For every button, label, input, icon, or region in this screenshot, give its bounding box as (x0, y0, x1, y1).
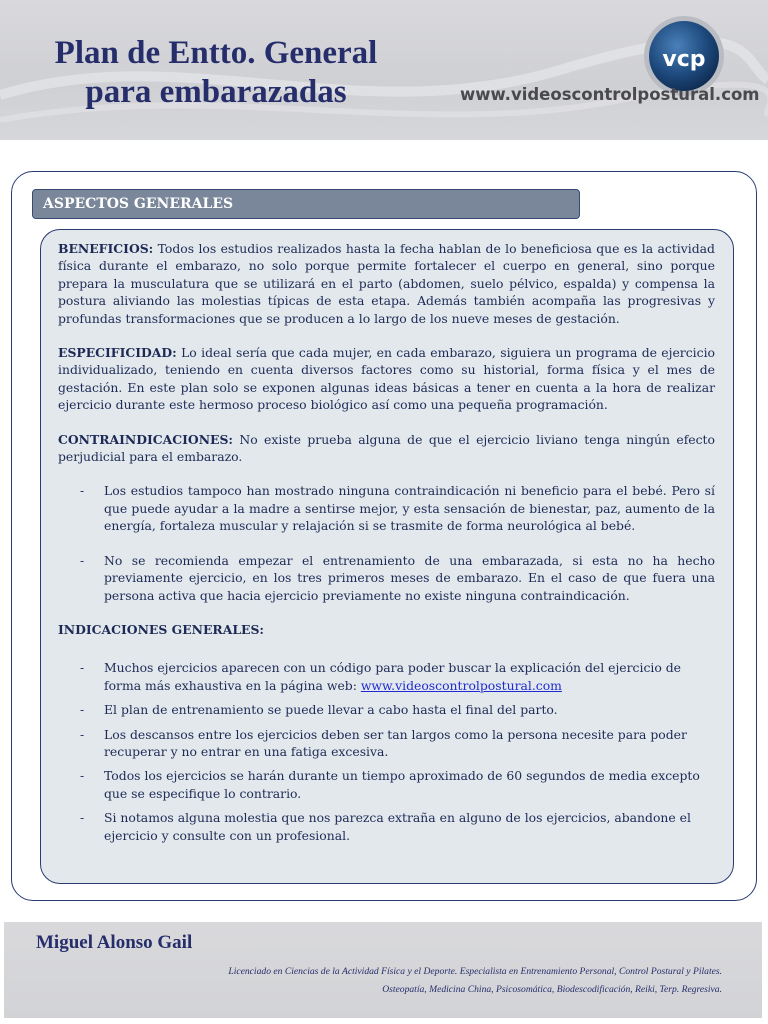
bullet-dash: - (80, 726, 85, 742)
list-item (58, 659, 715, 694)
bullet-dash: - (80, 552, 85, 568)
website-link[interactable]: www.videoscontrolpostural.com (360, 677, 562, 693)
page-title-line1: Plan de Entto. General (54, 35, 378, 71)
list-item-text: Si notamos alguna molestia que nos parezca extraña en alguno de los ejercicios, abandone el ejercicio y consulte con un profesional. (104, 810, 691, 843)
list-item-text: Los descansos entre los ejercicios deben ser tan largos como la persona necesite para poder recuperar y no entrar en una fatiga excesiva. (104, 726, 687, 759)
page-title (36, 34, 396, 112)
list-item-text: El plan de entrenamiento se puede llevar a cabo hasta el final del parto. (104, 702, 558, 718)
logo-text: vcp (662, 47, 706, 72)
author-credentials-line2: Osteopatía, Medicina China, Psicosomática, Biodescodificación, Reiki, Terp. Regresiva. (382, 984, 722, 995)
page-title-line2: para embarazadas (85, 74, 347, 110)
list-item (58, 809, 715, 844)
list-item-text: No se recomienda empezar el entrenamiento de una embarazada, si esta no ha hecho previamente ejercicio, en los tres primeros meses de embarazo. En el caso de que fuera una persona activa que hacia ejercicio previamente no existe ninguna contraindicación. (104, 552, 715, 603)
website-url: www.videoscontrolpostural.com (460, 85, 760, 104)
beneficios-text: Todos los estudios realizados hasta la fecha hablan de lo beneficiosa que es la actividad física durante el embarazo, no solo porque permite fortalecer el cuerpo en general, sino porque prepara la musculatura que se utilizará en el parto (abdomen, suelo pélvico, espalda) y compensa la postura aliviando las molestias típicas de esta etapa. Además también acompaña las progresivas y profundas transformaciones que se producen a lo largo de los nueve meses de gestación. (58, 241, 715, 326)
beneficios-label: BENEFICIOS: (58, 241, 154, 256)
list-item-text: Los estudios tampoco han mostrado ninguna contraindicación ni beneficio para el bebé. Pero sí que puede ayudar a la madre a sentirse mejor, y esta sensación de bienestar, paz, aumento de la energía, fortaleza muscular y relajación si se trasmite de forma neurológica al bebé. (104, 483, 715, 534)
especificidad-text: Lo ideal sería que cada mujer, en cada embarazo, siguiera un programa de ejercicio individualizado, teniendo en cuenta diversos factores como su historial, forma física y el mes de gestación. En este plan solo se exponen algunas ideas básicas a tener en cuenta a la hora de realizar ejercicio durante este hermoso proceso biológico así como una pequeña programación. (58, 345, 715, 413)
beneficios-paragraph (58, 240, 715, 327)
list-item (58, 701, 715, 718)
contraindicaciones-list (58, 482, 715, 603)
list-item-text: Muchos ejercicios aparecen con un código para poder buscar la explicación del ejercicio de forma más exhaustiva en la página web: (104, 660, 682, 693)
bullet-dash: - (80, 810, 85, 826)
especificidad-paragraph (58, 344, 715, 414)
page-header (0, 0, 768, 140)
list-item (58, 482, 715, 534)
content-body (58, 240, 715, 861)
bullet-dash: - (80, 483, 85, 499)
contraindicaciones-label: CONTRAINDICACIONES: (58, 431, 233, 447)
bullet-dash: - (80, 768, 85, 784)
list-item (58, 726, 715, 761)
author-credentials-line1: Licenciado en Ciencias de la Actividad Física y el Deporte. Especialista en Entrenamiento Personal, Control Postural y Pilates. (228, 966, 722, 977)
contraindicaciones-paragraph (58, 431, 715, 466)
indicaciones-heading: INDICACIONES GENERALES: (58, 621, 265, 637)
list-item-text: Todos los ejercicios se harán durante un tiempo aproximado de 60 segundos de media excepto que se especifique lo contrario. (104, 768, 700, 801)
list-item (58, 552, 715, 604)
section-heading: ASPECTOS GENERALES (32, 189, 580, 219)
indicaciones-list (58, 659, 715, 844)
author-name: Miguel Alonso Gail (36, 932, 193, 953)
contraindicaciones-text: No existe prueba alguna de que el ejercicio liviano tenga ningún efecto perjudicial para el embarazo. (58, 431, 715, 465)
bullet-dash: - (80, 660, 85, 676)
bullet-dash: - (80, 702, 85, 718)
list-item (58, 767, 715, 802)
especificidad-label: ESPECIFICIDAD: (58, 345, 177, 361)
